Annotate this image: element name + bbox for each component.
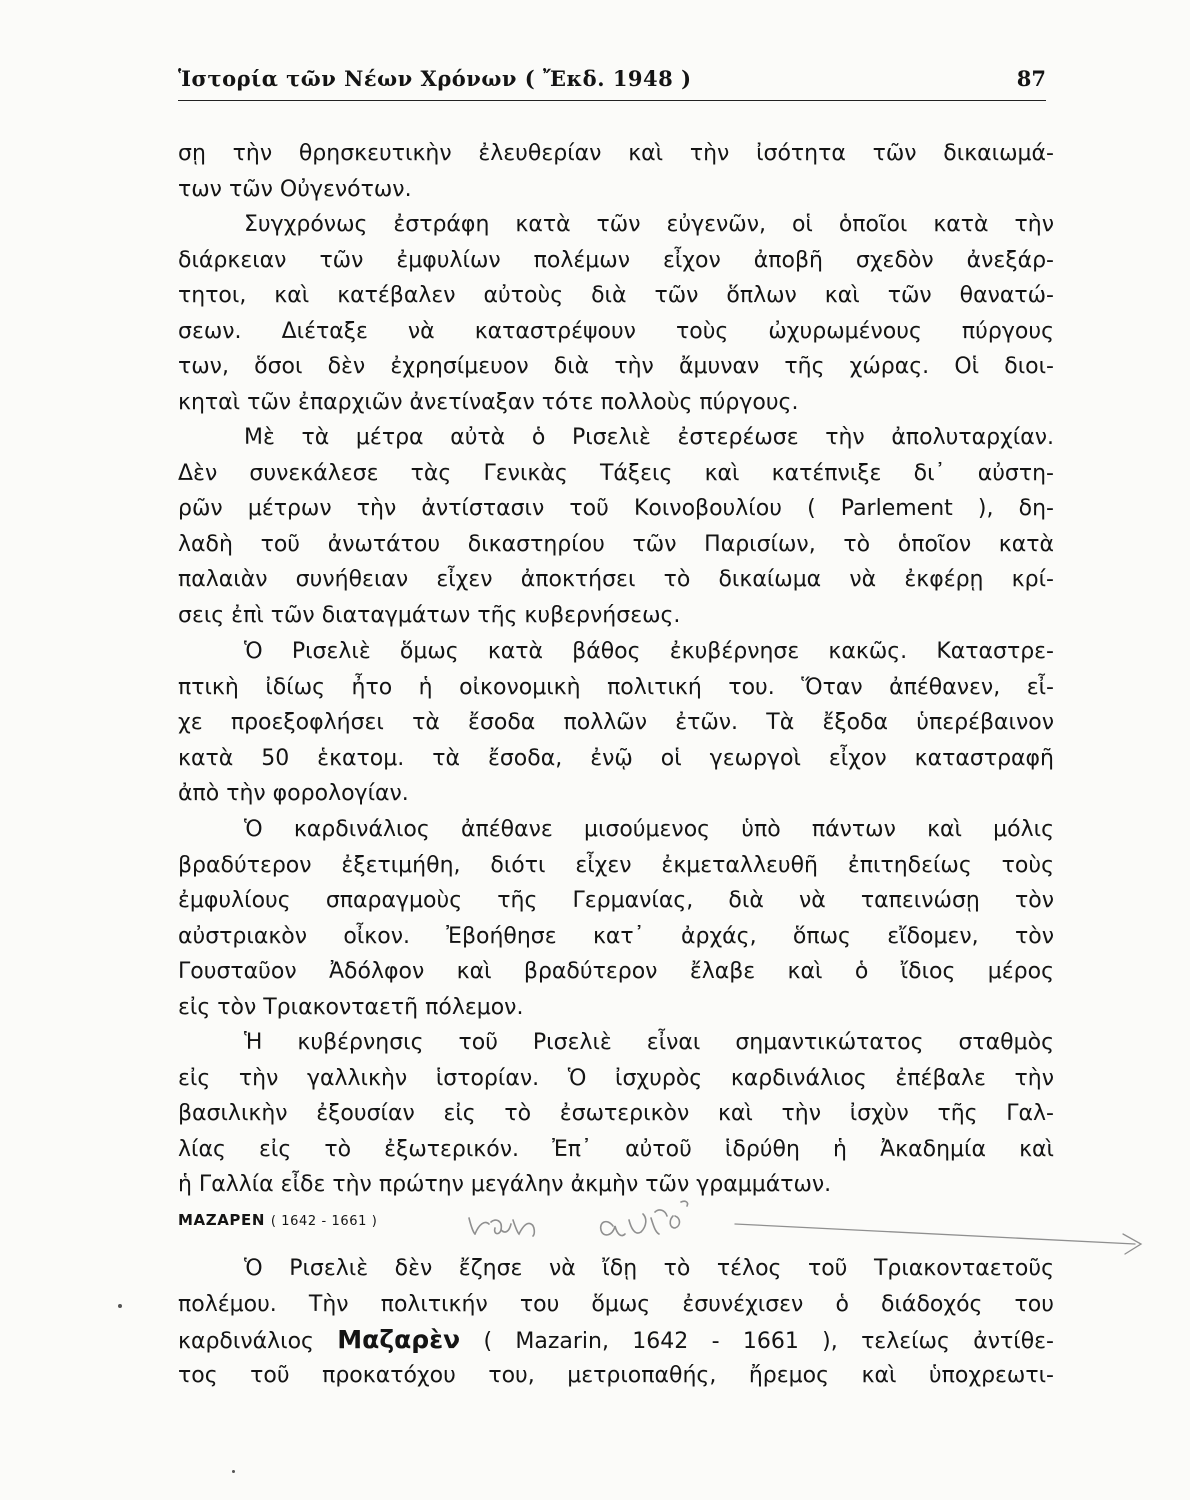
scan-speck xyxy=(232,1470,235,1473)
text-line: διάρκειαν τῶν ἐμφυλίων πολέμων εἶχον ἀποβῆ σχεδὸν ἀνεξάρ- xyxy=(178,247,1054,273)
paragraph-death xyxy=(178,812,1054,1026)
paragraph-continuation xyxy=(178,136,1054,207)
text-line: Δὲν συνεκάλεσε τὰς Γενικὰς Τάξεις καὶ κατέπνιξε δι᾽ αὐστη- xyxy=(178,460,1054,486)
text-line: λαδὴ τοῦ ἀνωτάτου δικαστηρίου τῶν Παρισίων, τὸ ὁποῖον κατὰ xyxy=(178,531,1054,557)
scan-speck xyxy=(118,1304,122,1308)
section-heading-title: ΜΑΖΑΡΕΝ xyxy=(178,1211,266,1229)
text-line: παλαιὰν συνήθειαν εἶχεν ἀποκτήσει τὸ δικαίωμα νὰ ἐκφέρῃ κρί- xyxy=(178,567,1054,593)
text-line: Συγχρόνως ἐστράφη κατὰ τῶν εὐγενῶν, οἱ ὁποῖοι κατὰ τὴν xyxy=(244,212,1054,237)
section-heading-years: ( 1642 - 1661 ) xyxy=(270,1214,378,1229)
paragraph-mazarin xyxy=(178,1251,1054,1393)
text-line: λίας εἰς τὸ ἐξωτερικόν. Ἐπ᾽ αὐτοῦ ἱδρύθη ἡ Ἀκαδημία καὶ xyxy=(178,1136,1054,1162)
section-heading xyxy=(178,1211,377,1229)
text-line: εἰς τὴν γαλλικὴν ἱστορίαν. Ὁ ἰσχυρὸς καρδινάλιος ἐπέβαλε τὴν xyxy=(178,1065,1054,1091)
text-line: πτικὴ ἰδίως ἦτο ἡ οἰκονομικὴ πολιτική του. Ὅταν ἀπέθανεν, εἶ- xyxy=(178,674,1054,700)
text-line: σῃ τὴν θρησκευτικὴν ἐλευθερίαν καὶ τὴν ἰσότητα τῶν δικαιωμά- xyxy=(178,141,1054,166)
text-line: βασιλικὴν ἐξουσίαν εἰς τὸ ἐσωτερικὸν καὶ τὴν ἰσχὺν τῆς Γαλ- xyxy=(178,1101,1054,1127)
text-line: σεις ἐπὶ τῶν διαταγμάτων τῆς κυβερνήσεως. xyxy=(178,602,681,628)
text-line: πολέμου. Τὴν πολιτικήν του ὅμως ἐσυνέχισεν ὁ διάδοχός του xyxy=(178,1291,1054,1317)
text-line: τος τοῦ προκατόχου του, μετριοπαθής, ἤρεμος καὶ ὑποχρεωτι- xyxy=(178,1362,1054,1388)
text-fragment: καρδινάλιος xyxy=(178,1329,314,1355)
header-rule xyxy=(178,100,1046,101)
text-line: ἐμφυλίους σπαραγμοὺς τῆς Γερμανίας, διὰ νὰ ταπεινώσῃ τὸν xyxy=(178,888,1054,914)
text-line: σεων. Διέταξε νὰ καταστρέψουν τοὺς ὠχυρωμένους πύργους xyxy=(178,318,1054,344)
text-line: Ὁ Ρισελιὲ ὅμως κατὰ βάθος ἐκυβέρνησε κακῶς. Καταστρε- xyxy=(244,639,1054,664)
running-header xyxy=(178,66,1046,96)
text-line: ἡ Γαλλία εἶδε τὴν πρώτην μεγάλην ἀκμὴν τῶν γραμμάτων. xyxy=(178,1172,832,1198)
page-number: 87 xyxy=(1016,66,1046,91)
text-line: βραδύτερον ἐξετιμήθη, διότι εἶχεν ἐκμεταλλευθῆ ἐπιτηδείως τοὺς xyxy=(178,852,1054,878)
text-line: Ἡ κυβέρνησις τοῦ Ρισελιὲ εἶναι σημαντικώτατος σταθμὸς xyxy=(244,1030,1054,1055)
text-line: Ὁ Ρισελιὲ δὲν ἔζησε νὰ ἴδῃ τὸ τέλος τοῦ Τριακονταετοῦς xyxy=(244,1256,1054,1281)
text-line-mazarin xyxy=(178,1322,1054,1358)
text-fragment: ( Mazarin, 1642 - 1661 ), τελείως ἀντίθε- xyxy=(483,1329,1054,1355)
paragraph-economy xyxy=(178,634,1054,812)
text-line: εἰς τὸν Τριακονταετῆ πόλεμον. xyxy=(178,994,524,1020)
text-line: αὐστριακὸν οἶκον. Ἐβοήθησε κατ᾽ ἀρχάς, ὅπως εἴδομεν, τὸν xyxy=(178,923,1054,949)
text-line: χε προεξοφλήσει τὰ ἔσοδα πολλῶν ἐτῶν. Τὰ ἔξοδα ὑπερέβαινον xyxy=(178,710,1054,736)
text-line: των, ὅσοι δὲν ἐχρησίμευον διὰ τὴν ἄμυναν τῆς χώρας. Οἱ διοι- xyxy=(178,354,1054,380)
paragraph-nobles xyxy=(178,207,1054,421)
mazarin-name: Μαζαρὲν xyxy=(337,1325,461,1355)
text-line: κηταὶ τῶν ἐπαρχιῶν ἀνετίναξαν τότε πολλοὺς πύργους. xyxy=(178,389,799,415)
paragraph-absolutism xyxy=(178,420,1054,634)
text-line: τητοι, καὶ κατέβαλεν αὐτοὺς διὰ τῶν ὅπλων καὶ τῶν θανατώ- xyxy=(178,283,1054,309)
text-line: Γουσταῦον Ἀδόλφον καὶ βραδύτερον ἔλαβε καὶ ὁ ἴδιος μέρος xyxy=(178,959,1054,985)
text-line: Μὲ τὰ μέτρα αὐτὰ ὁ Ρισελιὲ ἐστερέωσε τὴν ἀπολυταρχίαν. xyxy=(244,425,1054,450)
text-line: ρῶν μέτρων τὴν ἀντίστασιν τοῦ Κοινοβουλίου ( Parlement ), δη- xyxy=(178,496,1054,522)
header-title: Ἱστορία τῶν Νέων Χρόνων ( Ἔκδ. 1948 ) xyxy=(178,66,692,91)
text-line: των τῶν Οὐγενότων. xyxy=(178,176,412,202)
text-line: Ὁ καρδινάλιος ἀπέθανε μισούμενος ὑπὸ πάντων καὶ μόλις xyxy=(244,817,1054,842)
text-line: ἀπὸ τὴν φορολογίαν. xyxy=(178,781,409,807)
paragraph-significance xyxy=(178,1025,1054,1203)
text-line: κατὰ 50 ἑκατομ. τὰ ἔσοδα, ἐνῷ οἱ γεωργοὶ εἶχον καταστραφῆ xyxy=(178,745,1054,771)
